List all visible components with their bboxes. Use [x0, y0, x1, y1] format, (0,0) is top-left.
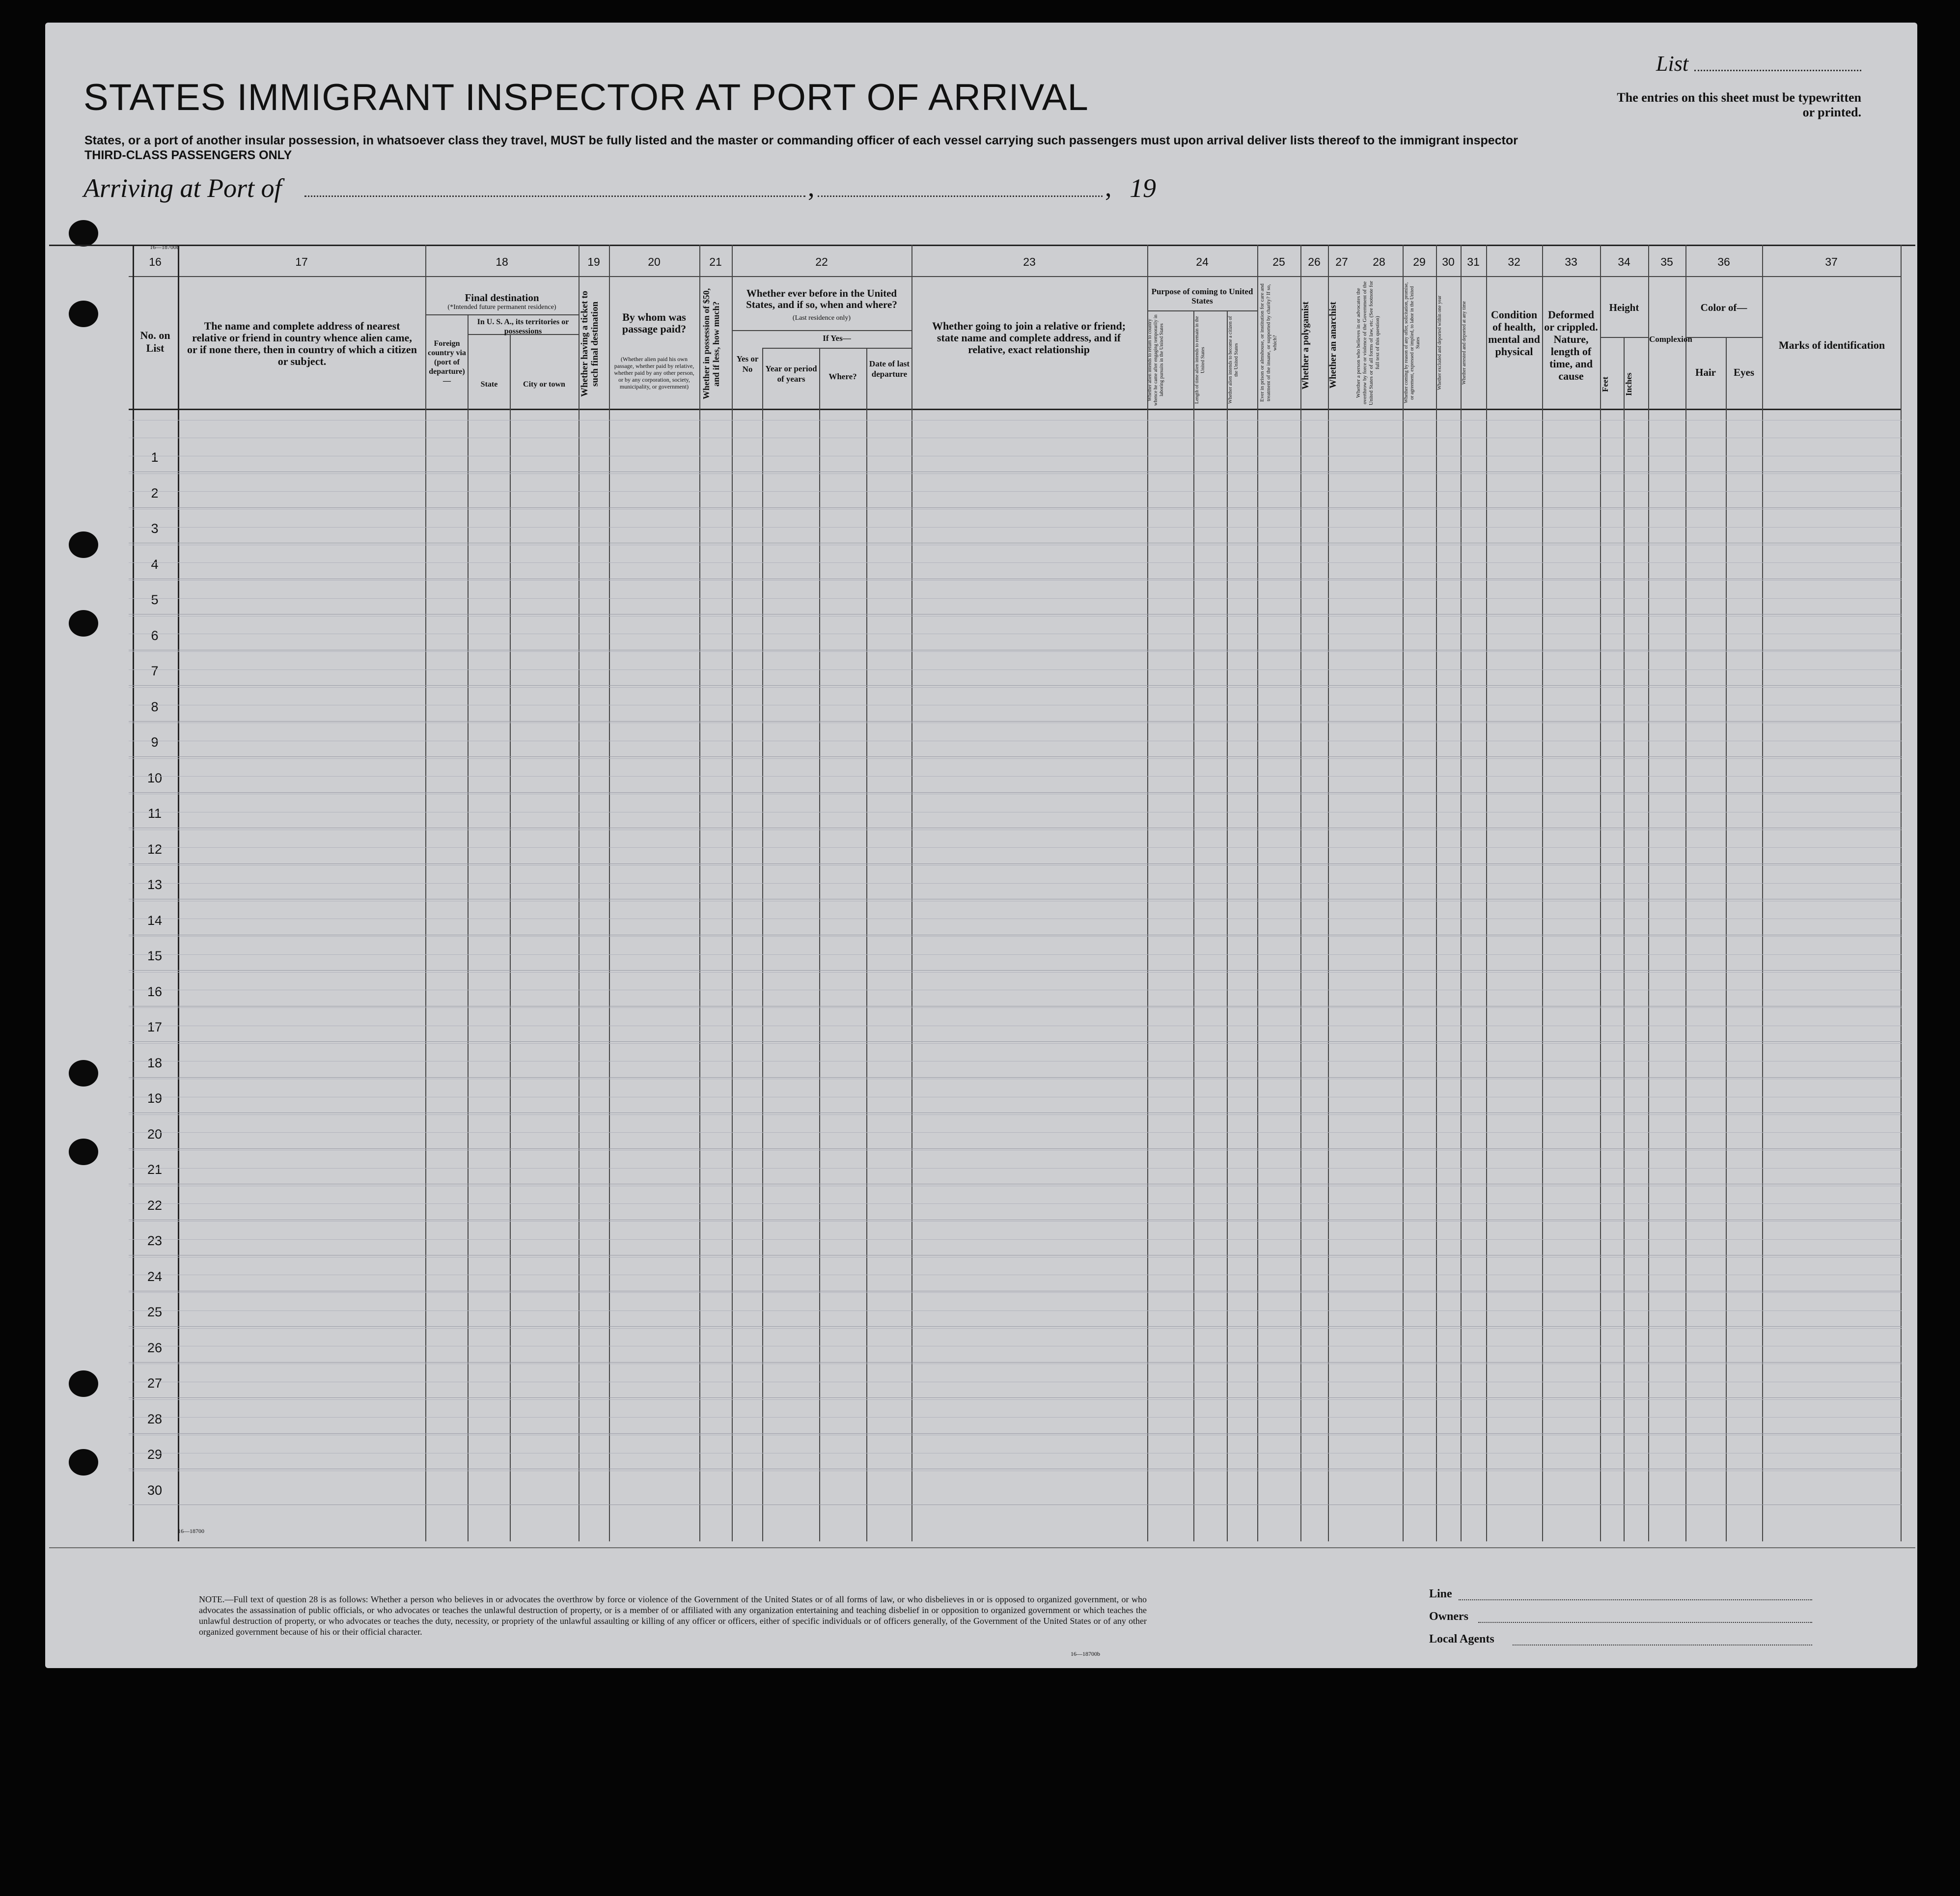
footnote-question-28: NOTE.—Full text of question 28 is as follows: Whether a person who believes in or advocates the overthrow by force or violence of the Government of the United States or of all forms of law, or who disbelieves in or is opposed to organized government, or who advocates the assassination of public officials, or who advocates or teaches the unlawful destruction of property, or is a member of or affiliated with any organization entertaining and teaching disbelief in or opposition to organized government or which teaches the unlawful destruction of property, or who advocates or teaches the duty, necessity, or propriety of the unlawful assaulting or killing of any officer or officers, either of specific individuals or of officers generally, of the Government of the United States or of any other organized government because of his or their official character.: [199, 1594, 1147, 1637]
col-header-intends-return: Whether alien intends to return to country whence he came after engaging temporarily in laboring pursuits in the United States: [1147, 314, 1164, 406]
row-number: 5: [151, 592, 159, 607]
table-row[interactable]: [129, 507, 1902, 508]
col-header-become-citizen: Whether alien intends to become a citizen of the United States: [1228, 316, 1239, 404]
col-num: 27: [1335, 255, 1348, 268]
col-header-marks: Marks of identification: [1778, 339, 1885, 351]
ruling-line: [129, 936, 1902, 937]
col-header-join-relative: Whether going to join a relative or friend; state name and complete address, and if relative, exact relationship: [932, 320, 1126, 356]
col-header-ever-before: Whether ever before in the United States, and if so, when and where?: [746, 287, 897, 310]
col-header-deformed: Deformed or crippled. Nature, length of time, and cause: [1544, 308, 1598, 382]
col-header-health: Condition of health, mental and physical: [1488, 308, 1540, 358]
row-number: 24: [147, 1269, 163, 1284]
row-number: 6: [151, 628, 159, 643]
col-header-state: State: [480, 380, 498, 389]
col-num: 30: [1442, 255, 1455, 268]
table-row[interactable]: [129, 756, 1902, 757]
table-row[interactable]: [129, 792, 1902, 793]
col-num: 33: [1565, 255, 1577, 268]
col-header-no-on-list: No. on List: [140, 329, 170, 354]
instructions-text: States, or a port of another insular possession, in whatsoever class they travel, MUST be fully listed and the master or commanding officer of each vessel carrying such passengers must upon arrival deliver lists thereof to the immigrant inspector: [84, 134, 1518, 147]
row-number: 30: [147, 1482, 163, 1498]
row-number: 3: [151, 521, 159, 536]
row-number: 29: [147, 1447, 163, 1462]
arriving-label: Arriving at Port of: [83, 173, 282, 203]
ruling-line: [129, 491, 1902, 492]
ruling-line: [129, 954, 1902, 955]
ruling-line: [129, 1292, 1902, 1293]
row-number: 23: [147, 1233, 163, 1248]
col-header-purpose: Purpose of coming to United States: [1151, 287, 1253, 306]
table-row[interactable]: [129, 1362, 1902, 1363]
row-number: 10: [147, 770, 163, 785]
col-header-yes-no: Yes or No: [736, 354, 759, 374]
col-header-year: Year or period of years: [765, 364, 817, 384]
row-number: 16: [147, 984, 163, 999]
col-header-labor-offer: Whether coming by reason of any offer, solicitation, promise, or agreement, expressed or implied, to labor in the United States: [1404, 282, 1421, 404]
col-header-ticket: Whether having a ticket to such final destination: [580, 290, 600, 397]
col-header-passage-paid: By whom was passage paid?: [622, 311, 687, 335]
col-num: 18: [496, 255, 508, 268]
row-number: 28: [147, 1411, 163, 1426]
owners-field[interactable]: [1478, 1622, 1812, 1623]
passenger-class-text: THIRD-CLASS PASSENGERS ONLY: [84, 148, 292, 162]
ruling-line: [129, 758, 1902, 759]
col-num: 19: [587, 255, 600, 268]
owners-label: Owners: [1429, 1610, 1468, 1623]
col-num: 25: [1272, 255, 1285, 268]
punch-hole: [69, 531, 98, 558]
col-header-inches: Inches: [1624, 372, 1633, 396]
col-header-passage-note: (Whether alien paid his own passage, whether paid by relative, whether paid by any other person, or by any corporation, society, municipality, or government): [614, 356, 694, 390]
punch-hole: [69, 1449, 98, 1476]
row-number: 21: [147, 1162, 163, 1177]
comma: ,: [808, 172, 815, 202]
row-number: 20: [147, 1126, 163, 1142]
ruling-line: [129, 669, 1902, 670]
table-row[interactable]: [129, 1077, 1902, 1078]
col-header-overthrow: Whether a person who believes in or advocates the overthrow by force or violence of the Government of the United States or of all forms of law, etc. (See footnote for full text of this question): [1355, 280, 1380, 405]
ruling-line: [129, 527, 1902, 528]
col-header-nearest-relative: The name and complete address of nearest relative or friend in country whence alien came, or if none there, then in country of which a citizen or subject.: [187, 320, 417, 367]
col-header-height: Height: [1609, 302, 1639, 313]
col-header-polygamist: Whether a polygamist: [1300, 301, 1311, 390]
line-label: Line: [1429, 1588, 1452, 1600]
row-number: 8: [151, 699, 159, 714]
table-row[interactable]: [129, 1148, 1902, 1149]
ruling-line: [129, 651, 1902, 652]
col-header-50-dollars: Whether in possession of $50, and if less, how much?: [701, 288, 721, 400]
col-num: 31: [1467, 255, 1480, 268]
ruling-line: [129, 1399, 1902, 1400]
col-header-prison: Ever in prison or almshouse, or institution for care and treatment of the insane, or supported by charity? If so, which?: [1259, 283, 1278, 402]
col-num: 32: [1508, 255, 1520, 268]
row-number: 27: [147, 1376, 163, 1391]
ruling-line: [129, 1203, 1902, 1204]
year-prefix: 19: [1130, 173, 1156, 203]
col-header-length-of-stay: Length of time alien intends to remain in the United States: [1194, 316, 1206, 404]
entries-note: The entries on this sheet must be typewritten or printed.: [1617, 90, 1861, 119]
punch-hole: [69, 1060, 98, 1087]
ruling-line: [129, 1310, 1902, 1311]
ruling-line: [129, 1168, 1902, 1169]
table-row[interactable]: [129, 721, 1902, 722]
table-row[interactable]: [129, 1326, 1902, 1327]
row-number: 12: [147, 841, 163, 857]
col-header-in-usa: In U. S. A., its territories or possessions: [477, 318, 569, 335]
col-header-color-of: Color of—: [1700, 302, 1747, 313]
form-number: 16—18700b: [1071, 1650, 1100, 1657]
ruling-line: [129, 883, 1902, 884]
row-number: 18: [147, 1055, 163, 1070]
table-row[interactable]: [129, 970, 1902, 971]
row-number: 19: [147, 1091, 163, 1106]
row-number: 1: [151, 450, 159, 465]
col-header-final-destination-note: (*Intended future permanent residence): [447, 304, 556, 311]
port-field[interactable]: [304, 195, 805, 197]
col-header-complexion: Complexion: [1649, 335, 1692, 344]
col-header-hair: Hair: [1695, 366, 1716, 378]
row-number: 22: [147, 1198, 163, 1213]
col-header-anarchist: Whether an anarchist: [1328, 302, 1338, 389]
row-number: 14: [147, 913, 163, 928]
col-header-excluded: Whether excluded and deported within one year: [1437, 295, 1442, 390]
ruling-line: [129, 1328, 1902, 1329]
list-label: List: [1656, 52, 1689, 76]
ruling-line: [129, 687, 1902, 688]
row-number: 15: [147, 948, 163, 963]
row-number: 25: [147, 1305, 163, 1319]
col-num: 26: [1308, 255, 1321, 268]
ruling-line: [129, 1132, 1902, 1133]
row-number: 17: [147, 1020, 163, 1034]
row-number: 9: [151, 735, 159, 750]
ruling-line: [129, 562, 1902, 563]
form-number: 16—18700: [178, 1528, 204, 1534]
col-num: 24: [1196, 255, 1209, 268]
col-num: 35: [1660, 255, 1673, 268]
col-header-final-destination: Final destination: [465, 292, 539, 304]
col-header-where: Where?: [828, 372, 857, 381]
table-row[interactable]: [129, 1041, 1902, 1042]
ruling-line: [129, 580, 1902, 581]
col-header-if-yes: If Yes—: [823, 334, 851, 343]
row-number: 2: [151, 485, 159, 501]
table-row[interactable]: [129, 685, 1902, 686]
ruling-line: [129, 1007, 1902, 1008]
col-num: 36: [1717, 255, 1730, 268]
col-num: 22: [815, 255, 828, 268]
ruling-line: [129, 847, 1902, 848]
row-number: 7: [151, 664, 159, 678]
row-number: 26: [147, 1340, 163, 1355]
ruling-line: [129, 1043, 1902, 1044]
punch-hole: [69, 1139, 98, 1165]
date-field[interactable]: [818, 195, 1103, 197]
punch-hole: [69, 220, 98, 247]
punch-hole: [69, 301, 98, 327]
row-number: 11: [147, 806, 162, 821]
row-number: 13: [147, 877, 163, 892]
col-header-date-departure: Date of last departure: [869, 359, 910, 379]
list-number-field[interactable]: [1694, 70, 1861, 71]
col-num: 16: [149, 255, 162, 268]
punch-hole: [69, 610, 98, 637]
col-header-arrested: Whether arrested and deported at any time: [1462, 301, 1467, 385]
table-row[interactable]: [129, 1433, 1902, 1434]
ruling-line: [129, 1221, 1902, 1222]
line-field[interactable]: [1459, 1599, 1812, 1600]
ruling-line: [129, 776, 1902, 777]
col-num: 37: [1825, 255, 1838, 268]
ruling-line: [129, 598, 1902, 599]
col-header-foreign-country: Foreign country via (port of departure)—: [428, 339, 466, 385]
page-title: STATES IMMIGRANT INSPECTOR AT PORT OF ARRIVAL: [83, 77, 1089, 118]
col-num: 20: [648, 255, 661, 268]
comma: ,: [1105, 172, 1112, 202]
ruling-line: [129, 972, 1902, 973]
col-num: 29: [1413, 255, 1426, 268]
table-row[interactable]: [129, 1397, 1902, 1398]
ruling-line: [129, 1239, 1902, 1240]
agents-label: Local Agents: [1429, 1633, 1494, 1645]
ruling-line: [129, 1417, 1902, 1418]
form-number: 16—18700b: [150, 244, 179, 251]
col-num: 17: [295, 255, 308, 268]
col-num: 23: [1023, 255, 1036, 268]
row-number: 4: [151, 557, 159, 572]
col-num: 28: [1373, 255, 1385, 268]
col-header-eyes: Eyes: [1734, 366, 1754, 378]
col-header-ever-before-note: (Last residence only): [792, 314, 851, 322]
col-num: 34: [1618, 255, 1630, 268]
col-num: 21: [709, 255, 722, 268]
manifest-table: [129, 246, 1902, 1542]
col-header-city: City or town: [523, 380, 565, 389]
punch-hole: [69, 1370, 98, 1397]
col-header-feet: Feet: [1601, 376, 1610, 392]
